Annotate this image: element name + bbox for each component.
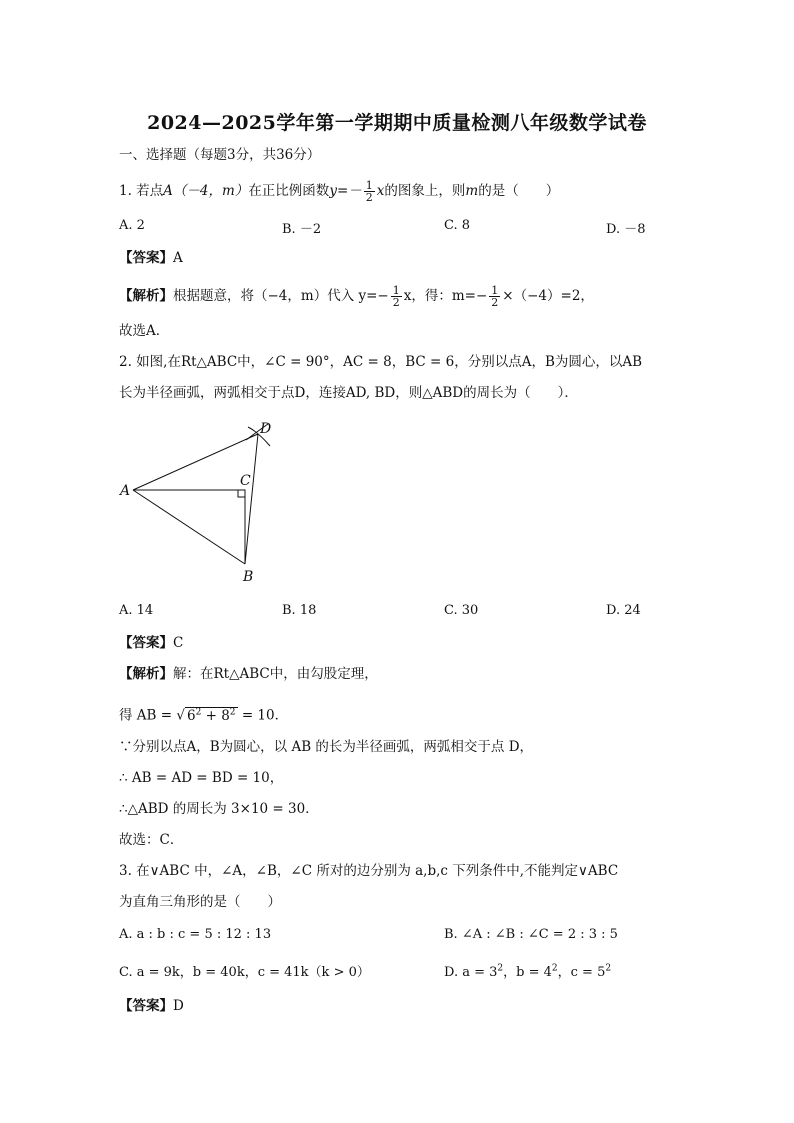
label-c: C [240, 473, 251, 489]
q3-option-b: B. ∠A : ∠B : ∠C = 2 : 3 : 5 [444, 927, 618, 942]
q1-option-b: B. －2 [282, 222, 322, 237]
q2-option-b: B. 18 [282, 603, 317, 618]
question-1-stem: 1. 若点A（－4，m）在正比例函数y=－ $\frac{1}{2}$ x的图象上，则m的是（ ） [119, 179, 560, 204]
q2-analysis-1: 【解析】解：在Rt△ABC中，由勾股定理， [119, 666, 378, 682]
q1-option-a: A. 2 [119, 218, 145, 233]
q1-conclusion: 故选A． [119, 323, 170, 339]
question-3-stem-line2: 为直角三角形的是（ ） [119, 894, 281, 910]
q3-option-d: D. $a = 3^2$，$b = 4^2$，$c = 5^2$ [444, 963, 612, 980]
q2-option-a: A. 14 [119, 603, 154, 618]
q3-option-c: C. a = 9k，b = 40k，c = 41k（k > 0） [119, 965, 370, 980]
triangle-figure [112, 418, 282, 588]
q2-analysis-4: ∴ AB = AD = BD = 10， [119, 770, 284, 786]
question-3-stem-line1: 3. 在∨ABC 中，∠A，∠B，∠C 所对的边分别为 a,b,c 下列条件中,不能判定∨ABC [119, 863, 619, 879]
q2-option-c: C. 30 [444, 603, 479, 618]
right-angle-mark [238, 490, 245, 497]
q3-option-a: A. a : b : c = 5 : 12 : 13 [119, 927, 272, 942]
label-b: B [243, 569, 254, 585]
q2-answer: 【答案】C [119, 635, 184, 651]
q1-answer: 【答案】A [119, 250, 183, 266]
segment-bd [245, 434, 258, 564]
label-d: D [260, 421, 272, 437]
q1-analysis: 【解析】根据题意，将（−4，m）代入 y=− $\frac{1}{2}$ x，得：m=− $\frac{1}{2}$ ×（−4）=2， [119, 284, 594, 309]
q2-analysis-2: 得 AB = √ $6^2 + 8^2 = 10$． [119, 707, 289, 724]
fraction-one-half: $\frac{1}{2}$ [365, 179, 373, 204]
label-a: A [120, 483, 131, 499]
fraction-one-half: $\frac{1}{2}$ [392, 284, 400, 309]
q2-analysis-5: ∴△ABD 的周长为 3×10 = 30． [119, 801, 319, 817]
fraction-one-half: $\frac{1}{2}$ [491, 284, 499, 309]
question-2-stem-line2: 长为半径画弧，两弧相交于点D，连接AD, BD，则△ABD的周长为（ ）． [119, 385, 578, 401]
q2-option-d: D. 24 [606, 603, 641, 618]
q1-option-c: C. 8 [444, 218, 471, 233]
q3-answer: 【答案】D [119, 998, 184, 1014]
q2-analysis-3: ∵分别以点A，B为圆心，以 AB 的长为半径画弧，两弧相交于点 D， [119, 739, 534, 755]
section-heading: 一、选择题（每题3分，共36分） [119, 147, 321, 163]
segment-ab [133, 490, 245, 564]
q1-option-d: D. －8 [606, 222, 646, 237]
q2-conclusion: 故选：C． [119, 832, 184, 848]
question-2-stem-line1: 2. 如图,在Rt△ABC中，∠C = 90°，AC = 8，BC = 6，分别以点A，B为圆心，以AB [119, 354, 643, 370]
page-title: 2024—2025学年第一学期期中质量检测八年级数学试卷 [147, 112, 647, 134]
